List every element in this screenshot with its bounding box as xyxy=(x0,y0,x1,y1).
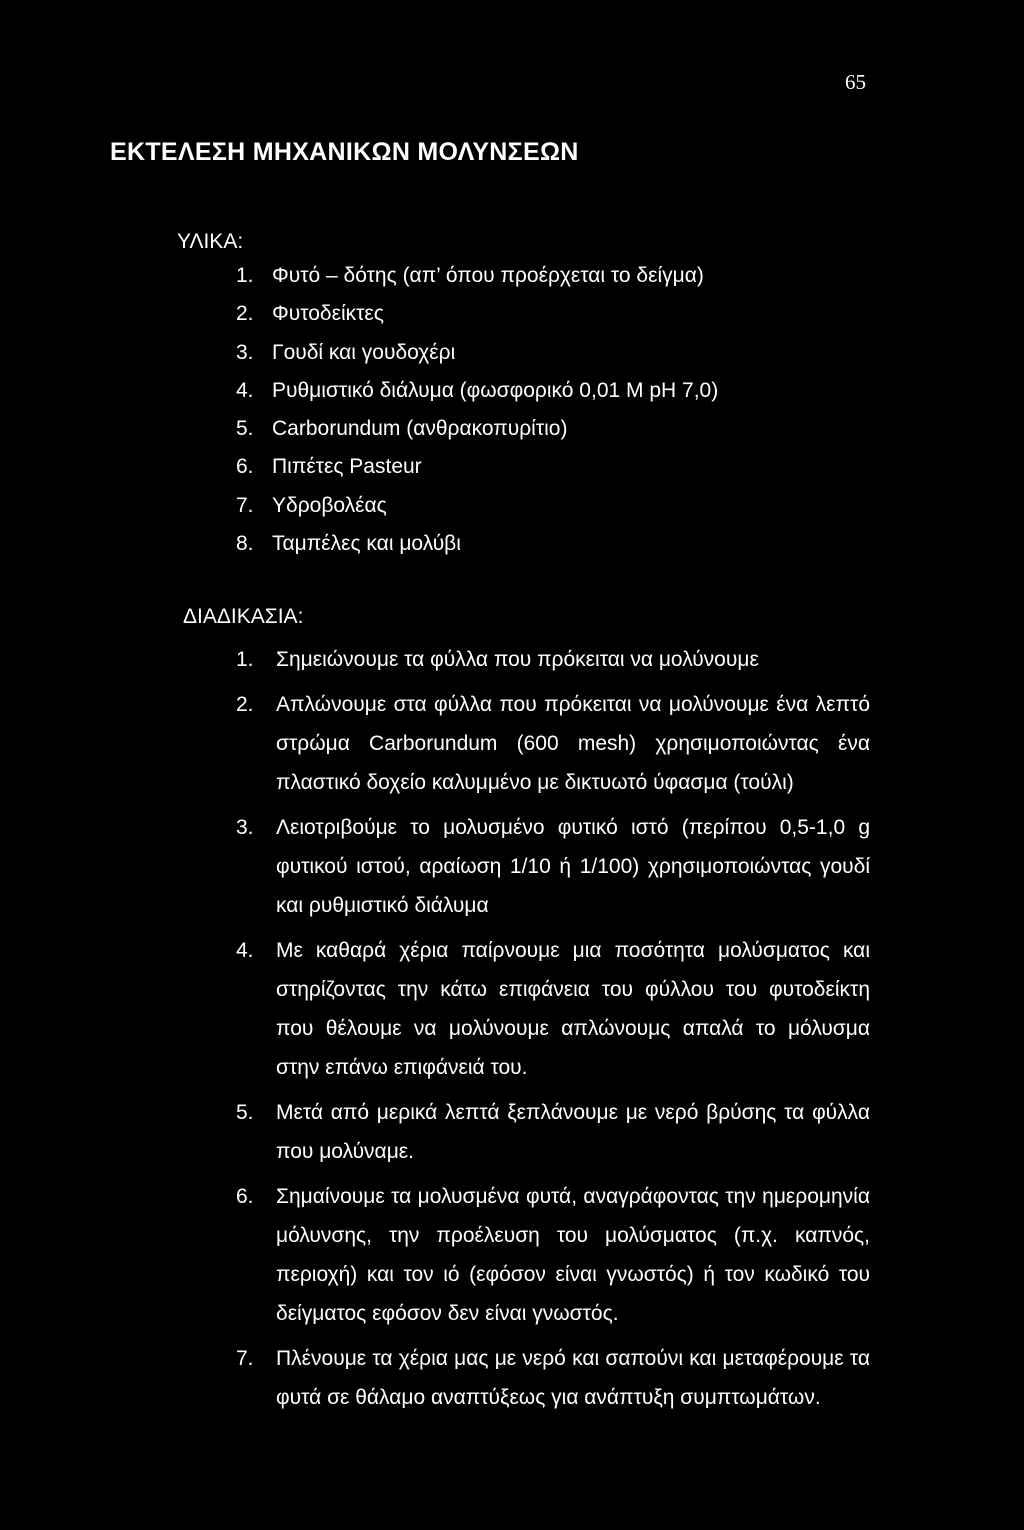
item-number: 6. xyxy=(236,455,254,479)
item-number: 1. xyxy=(236,264,254,287)
item-text: Πιπέτες Pasteur xyxy=(272,455,422,479)
item-number: 3. xyxy=(236,816,254,839)
list-item xyxy=(236,494,718,532)
procedure-list xyxy=(236,640,870,1423)
item-text: Φυτοδείκτες xyxy=(272,302,384,326)
item-number: 2. xyxy=(236,693,254,716)
list-item xyxy=(236,341,718,379)
list-item xyxy=(236,931,870,1087)
item-text: Απλώνουμε στα φύλλα που πρόκειται να μολύνουμε ένα λεπτό στρώμα Carborundum (600 mesh) χρησιμοποιώντας ένα πλαστικό δοχείο καλυμμένο με δικτυωτό ύφασμα (τούλι) xyxy=(276,693,870,794)
item-number: 3. xyxy=(236,340,254,364)
item-number: 5. xyxy=(236,1101,254,1124)
item-text: Πλένουμε τα χέρια μας με νερό και σαπούνι και μεταφέρουμε τα φυτά σε θάλαμο αναπτύξεως για ανάπτυξη συμπτωμάτων. xyxy=(276,1347,870,1409)
item-text: Γουδί και γουδοχέρι xyxy=(272,340,456,364)
list-item xyxy=(236,1093,870,1171)
item-number: 7. xyxy=(236,493,254,517)
page-title: ΕΚΤΕΛΕΣΗ ΜΗΧΑΝΙΚΩΝ ΜΟΛΥΝΣΕΩΝ xyxy=(110,138,579,166)
item-number: 8. xyxy=(236,532,254,556)
list-item xyxy=(236,455,718,493)
item-number: 2. xyxy=(236,302,254,326)
list-item xyxy=(236,532,718,570)
list-item xyxy=(236,685,870,802)
list-item xyxy=(236,417,718,455)
item-text: Μετά από μερικά λεπτά ξεπλάνουμε με νερό βρύσης τα φύλλα που μολύναμε. xyxy=(276,1101,870,1163)
item-text: Ταμπέλες και μολύβι xyxy=(272,532,461,556)
list-item xyxy=(236,264,718,302)
item-text: Σημαίνουμε τα μολυσμένα φυτά, αναγράφοντας την ημερομηνία μόλυνσης, την προέλευση του μολύσματος (π.χ. καπνός, περιοχή) και τον ιό (εφόσον είναι γνωστός) ή τον κωδικό του δείγματος εφόσον δεν είναι γνωστός. xyxy=(276,1185,870,1325)
item-number: 7. xyxy=(236,1347,254,1370)
list-item xyxy=(236,808,870,925)
list-item xyxy=(236,302,718,340)
item-number: 1. xyxy=(236,648,254,671)
item-number: 4. xyxy=(236,378,254,402)
item-number: 4. xyxy=(236,939,254,962)
item-text: Σημειώνουμε τα φύλλα που πρόκειται να μολύνουμε xyxy=(276,648,759,671)
item-number: 5. xyxy=(236,417,254,441)
item-number: 6. xyxy=(236,1185,254,1208)
page-number: 65 xyxy=(845,70,866,94)
item-text: Φυτό – δότης (απ’ όπου προέρχεται το δείγμα) xyxy=(272,264,704,287)
item-text: Με καθαρά χέρια παίρνουμε μια ποσότητα μολύσματος και στηρίζοντας την κάτω επιφάνεια του φύλλου του φυτοδείκτη που θέλουμε να μολύνουμε απλώνουμς απαλά το μόλυσμα στην επάνω επιφάνειά του. xyxy=(276,939,870,1079)
materials-heading: ΥΛΙΚΑ: xyxy=(177,230,244,253)
item-text: Carborundum (ανθρακοπυρίτιο) xyxy=(272,417,568,441)
procedure-heading: ΔΙΑΔΙΚΑΣΙΑ: xyxy=(183,605,304,628)
item-text: Υδροβολέας xyxy=(272,493,387,517)
list-item xyxy=(236,1177,870,1333)
list-item xyxy=(236,640,870,679)
materials-list xyxy=(236,264,718,570)
item-text: Ρυθμιστικό διάλυμα (φωσφορικό 0,01 Μ pH 7,0) xyxy=(272,378,719,402)
list-item xyxy=(236,1339,870,1417)
item-text: Λειοτριβούμε το μολυσμένο φυτικό ιστό (περίπου 0,5-1,0 g φυτικού ιστού, αραίωση 1/10 ή 1/100) χρησιμοποιώντας γουδί και ρυθμιστικό διάλυμα xyxy=(276,816,870,917)
list-item xyxy=(236,379,718,417)
